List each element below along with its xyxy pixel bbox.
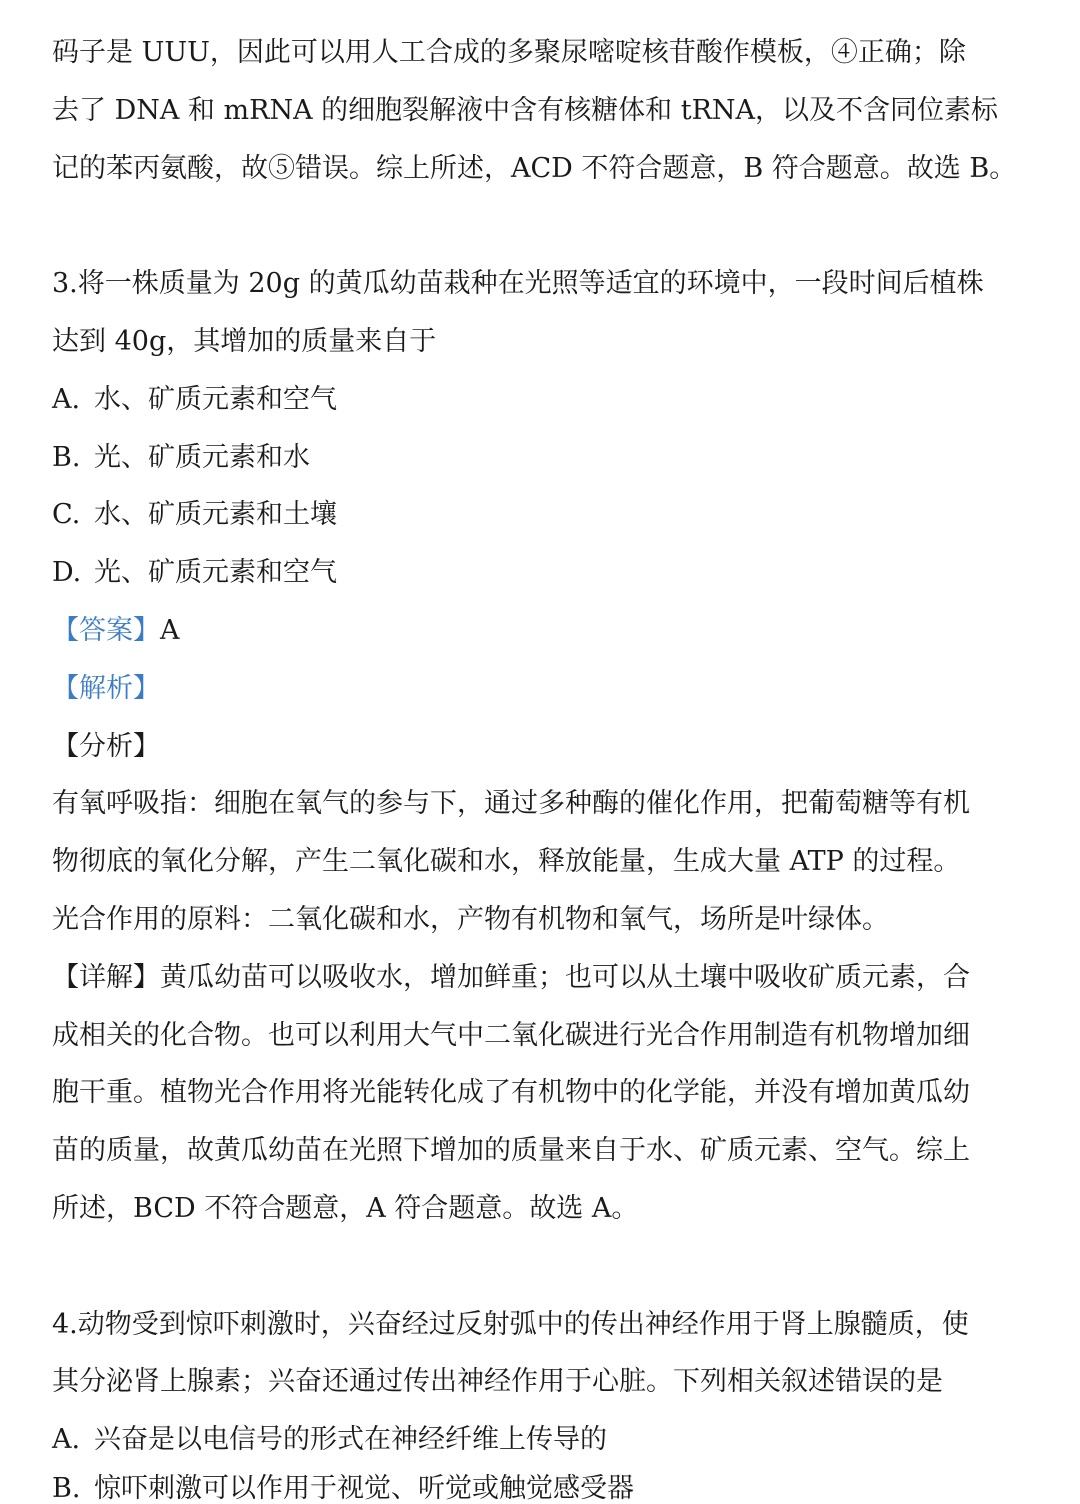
option-letter: A. bbox=[52, 383, 81, 415]
text-line: 光合作用的原料：二氧化碳和水，产物有机物和氧气，场所是叶绿体。 bbox=[52, 903, 889, 935]
text-line: 胞干重。植物光合作用将光能转化成了有机物中的化学能，并没有增加黄瓜幼 bbox=[52, 1077, 970, 1109]
option-text: 光、矿质元素和空气 bbox=[94, 557, 337, 589]
detail-text: 黄瓜幼苗可以吸收水，增加鲜重；也可以从土壤中吸收矿质元素，合 bbox=[160, 961, 970, 993]
text-line: 物彻底的氧化分解，产生二氧化碳和水，释放能量，生成大量 ATP 的过程。 bbox=[52, 846, 961, 878]
question-4-stem: 4.动物受到惊吓刺激时，兴奋经过反射弧中的传出神经作用于肾上腺髓质，使 bbox=[52, 1308, 969, 1340]
option-b-cut bbox=[52, 1474, 634, 1504]
text-line: 有氧呼吸指：细胞在氧气的参与下，通过多种酶的催化作用，把葡萄糖等有机 bbox=[52, 788, 970, 820]
question-3-stem: 达到 40g，其增加的质量来自于 bbox=[52, 325, 437, 357]
answer-value: A bbox=[160, 614, 180, 646]
analysis-tag: 【解析】 bbox=[52, 672, 160, 704]
text-line: 苗的质量，故黄瓜幼苗在光照下增加的质量来自于水、矿质元素、空气。综上 bbox=[52, 1135, 970, 1167]
option-letter: B. bbox=[52, 1473, 81, 1504]
option-text: 兴奋是以电信号的形式在神经纤维上传导的 bbox=[94, 1424, 607, 1456]
answer-tag: 【答案】 bbox=[52, 614, 160, 646]
text-line: 记的苯丙氨酸，故⑤错误。综上所述，ACD 不符合题意，B 符合题意。故选 B。 bbox=[52, 152, 1017, 184]
option-text: 惊吓刺激可以作用于视觉、听觉或触觉感受器 bbox=[94, 1473, 634, 1504]
question-3-stem: 3.将一株质量为 20g 的黄瓜幼苗栽种在光照等适宜的环境中，一段时间后植株 bbox=[52, 268, 984, 300]
text-line: 所述，BCD 不符合题意，A 符合题意。故选 A。 bbox=[52, 1192, 639, 1224]
answer-line bbox=[52, 602, 1042, 660]
option-d bbox=[52, 544, 1042, 602]
option-letter: A. bbox=[52, 1424, 81, 1456]
document-page bbox=[52, 24, 1042, 1469]
option-letter: D. bbox=[52, 557, 82, 589]
fenxi-tag: 【分析】 bbox=[52, 730, 160, 762]
option-a bbox=[52, 371, 1042, 429]
detail-line bbox=[52, 949, 1042, 1007]
detail-tag: 【详解】 bbox=[52, 961, 160, 993]
text-line: 码子是 UUU，因此可以用人工合成的多聚尿嘧啶核苷酸作模板，④正确；除 bbox=[52, 37, 966, 68]
option-text: 水、矿质元素和空气 bbox=[94, 383, 337, 415]
question-4-stem: 其分泌肾上腺素；兴奋还通过传出神经作用于心脏。下列相关叙述错误的是 bbox=[52, 1366, 943, 1398]
text-line: 成相关的化合物。也可以利用大气中二氧化碳进行光合作用制造有机物增加细 bbox=[52, 1019, 970, 1051]
option-c bbox=[52, 486, 1042, 544]
text-line: 去了 DNA 和 mRNA 的细胞裂解液中含有核糖体和 tRNA，以及不含同位素标 bbox=[52, 94, 999, 126]
option-text: 光、矿质元素和水 bbox=[94, 441, 310, 473]
option-text: 水、矿质元素和土壤 bbox=[94, 499, 337, 531]
option-letter: C. bbox=[52, 499, 81, 531]
option-letter: B. bbox=[52, 441, 81, 473]
option-b bbox=[52, 429, 1042, 487]
option-a bbox=[52, 1411, 1042, 1469]
